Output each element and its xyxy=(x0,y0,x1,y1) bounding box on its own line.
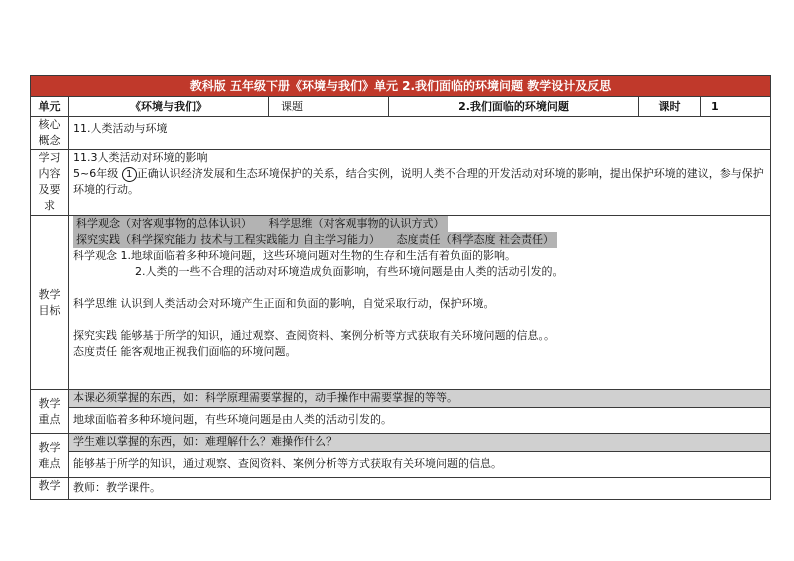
preparation-text: 教师：教学课件。 xyxy=(69,478,771,500)
goals-content xyxy=(69,216,771,390)
header-row xyxy=(31,76,771,97)
goal-thinking: 科学思维 认识到人类活动会对环境产生正面和负面的影响，自觉采取行动，保护环境。 xyxy=(73,297,495,310)
key-points-row xyxy=(31,408,771,434)
learning-line-1: 11.3人类活动对环境的影响 xyxy=(73,151,208,164)
goals-category-row-1: 科学观念（对客观事物的总体认识） 科学思维（对客观事物的认识方式） xyxy=(73,216,448,232)
difficulties-row xyxy=(31,452,771,478)
period-label: 课时 xyxy=(639,97,701,117)
preparation-label: 教学 xyxy=(31,478,69,500)
difficulties-hint: 学生难以掌握的东西，如：难理解什么？难操作什么？ xyxy=(69,434,771,452)
unit-value: 《环境与我们》 xyxy=(69,97,269,117)
lesson-plan-table xyxy=(30,75,771,500)
goals-category-row-2: 探究实践（科学探究能力 技术与工程实践能力 自主学习能力） 态度责任（科学态度 社会责任） xyxy=(73,232,557,248)
goals-label: 教学 目标 xyxy=(31,216,69,390)
learning-label: 学习 内容 及要 求 xyxy=(31,150,69,216)
document-title: 教科版 五年级下册《环境与我们》单元 2.我们面临的环境问题 教学设计及反思 xyxy=(31,76,771,97)
difficulties-text: 能够基于所学的知识，通过观察、查阅资料、案例分析等方式获取有关环境问题的信息。 xyxy=(69,452,771,478)
learning-row xyxy=(31,150,771,216)
topic-label: 课题 xyxy=(269,97,389,117)
learning-content xyxy=(69,150,771,216)
preparation-row xyxy=(31,478,771,500)
goal-attitude: 态度责任 能客观地正视我们面临的环境问题。 xyxy=(73,345,297,358)
topic-value: 2.我们面临的环境问题 xyxy=(389,97,639,117)
key-points-label: 教学 重点 xyxy=(31,390,69,434)
goal-concept-2: 2.人类的一些不合理的活动对环境造成负面影响，有些环境问题是由人类的活动引发的。 xyxy=(135,265,564,278)
unit-row xyxy=(31,97,771,117)
key-points-hint: 本课必须掌握的东西，如：科学原理需要掌握的，动手操作中需要掌握的等等。 xyxy=(69,390,771,408)
period-value: 1 xyxy=(701,97,771,117)
learning-grade: 5~6年级 xyxy=(73,167,119,180)
difficulties-label: 教学 难点 xyxy=(31,434,69,478)
goal-practice: 探究实践 能够基于所学的知识，通过观察、查阅资料、案例分析等方式获取有关环境问题的信息。。 xyxy=(73,329,555,342)
core-concept-label: 核心 概念 xyxy=(31,117,69,150)
goals-row xyxy=(31,216,771,390)
learning-requirement: 正确认识经济发展和生态环境保护的关系，结合实例，说明人类不合理的开发活动对环境的影响，提出保护环境的建议，参与保护环境的行动。 xyxy=(73,167,764,196)
key-points-text: 地球面临着多种环境问题，有些环境问题是由人类的活动引发的。 xyxy=(69,408,771,434)
goal-concept-1: 科学观念 1.地球面临着多种环境问题，这些环境问题对生物的生存和生活有着负面的影响。 xyxy=(73,249,516,262)
circled-number: 1 xyxy=(122,167,137,182)
unit-label: 单元 xyxy=(31,97,69,117)
core-concept-text: 11.人类活动与环境 xyxy=(69,117,771,150)
difficulties-hint-row xyxy=(31,434,771,452)
key-points-hint-row xyxy=(31,390,771,408)
core-concept-row xyxy=(31,117,771,150)
